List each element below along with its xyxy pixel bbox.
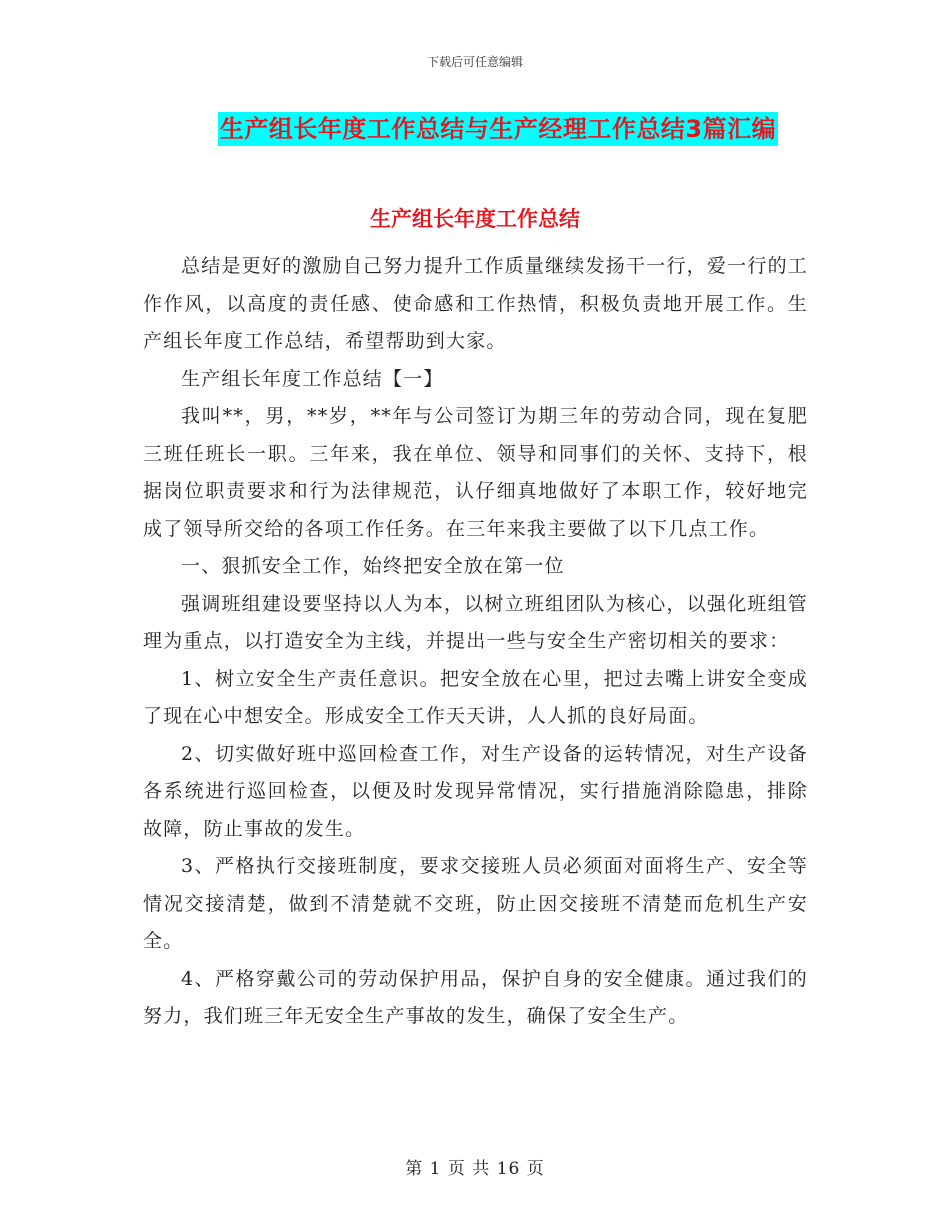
paragraph: 3、严格执行交接班制度，要求交接班人员必须面对面将生产、安全等情况交接清楚，做到不清楚就不交班，防止因交接班不清楚而危机生产安全。 xyxy=(143,855,808,952)
page-header-note: 下载后可任意编辑 xyxy=(426,55,523,69)
document-title: 生产组长年度工作总结与生产经理工作总结3篇汇编 xyxy=(218,112,778,146)
page-number-footer: 第 1 页 共 16 页 xyxy=(405,1159,545,1179)
document-title-wrap xyxy=(0,112,950,146)
paragraph: 我叫**，男，**岁，**年与公司签订为期三年的劳动合同，现在复肥三班任班长一职。三年来，我在单位、领导和同事们的关怀、支持下，根据岗位职责要求和行为法律规范，认仔细真地做好了本职工作，较好地完成了领导所交给的各项工作任务。在三年来我主要做了以下几点工作。 xyxy=(143,405,808,540)
section-title: 生产组长年度工作总结 xyxy=(370,207,580,231)
paragraph: 1、树立安全生产责任意识。把安全放在心里，把过去嘴上讲安全变成了现在心中想安全。形成安全工作天天讲，人人抓的良好局面。 xyxy=(143,667,808,727)
paragraph: 一、狠抓安全工作，始终把安全放在第一位 xyxy=(181,555,565,577)
paragraph: 强调班组建设要坚持以人为本，以树立班组团队为核心，以强化班组管理为重点，以打造安全为主线，并提出一些与安全生产密切相关的要求： xyxy=(143,592,808,652)
document-body xyxy=(143,248,808,1036)
paragraph: 2、切实做好班中巡回检查工作，对生产设备的运转情况，对生产设备各系统进行巡回检查，以便及时发现异常情况，实行措施消除隐患，排除故障，防止事故的发生。 xyxy=(143,742,808,840)
paragraph: 4、严格穿戴公司的劳动保护用品，保护自身的安全健康。通过我们的努力，我们班三年无安全生产事故的发生，确保了安全生产。 xyxy=(143,967,808,1027)
paragraph: 生产组长年度工作总结【一】 xyxy=(181,367,444,390)
paragraph: 总结是更好的激励自己努力提升工作质量继续发扬干一行，爱一行的工作作风，以高度的责任感、使命感和工作热情，积极负责地开展工作。生产组长年度工作总结，希望帮助到大家。 xyxy=(143,255,808,352)
